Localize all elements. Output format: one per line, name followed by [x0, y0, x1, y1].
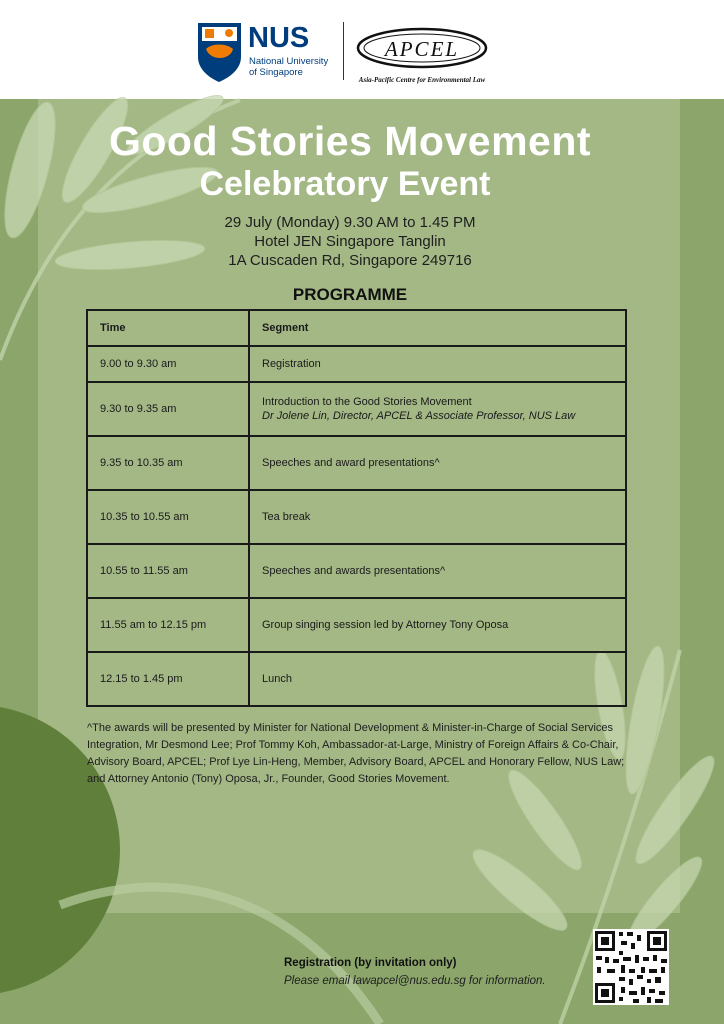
- registration-text: Please email lawapcel@nus.edu.sg for information.: [284, 975, 546, 987]
- apcel-subtitle: Asia-Pacific Centre for Environmental Law: [358, 76, 486, 84]
- table-row: [87, 598, 626, 652]
- nus-logo-text: NUS: [248, 22, 310, 54]
- row-segment: Registration: [249, 346, 626, 382]
- row-time: 10.35 to 10.55 am: [87, 490, 249, 544]
- programme-table: [86, 309, 627, 707]
- awards-footnote: ^The awards will be presented by Minister for National Development & Minister-in-Charge of Social Services Integration, Mr Desmond Lee; Prof Tommy Koh, Ambassador-at-Large, Ministry of Foreign Affairs & Co-Chair, Advisory Board, APCEL; Prof Lye Lin-Heng, Member, Advisory Board, APCEL and Honorary Fellow, NUS Law; and Attorney Antonio (Tony) Oposa, Jr., Founder, Good Stories Movement.: [87, 722, 625, 785]
- table-row: [87, 346, 626, 382]
- row-time: 9.35 to 10.35 am: [87, 436, 249, 490]
- row-time: 10.55 to 11.55 am: [87, 544, 249, 598]
- apcel-logo-text: APCEL: [384, 37, 460, 61]
- table-row: [87, 544, 626, 598]
- row-segment-cell: [249, 382, 626, 436]
- column-header-time: Time: [87, 310, 249, 346]
- event-subtitle: Celebratory Event: [199, 165, 491, 203]
- table-row: [87, 436, 626, 490]
- nus-subtitle-2: of Singapore: [249, 67, 303, 78]
- row-segment: Speeches and awards presentations^: [249, 544, 626, 598]
- event-address: 1A Cuscaden Rd, Singapore 249716: [228, 252, 472, 269]
- row-segment: Lunch: [249, 652, 626, 706]
- row-time: 11.55 am to 12.15 pm: [87, 598, 249, 652]
- table-header-row: [87, 310, 626, 346]
- nus-logo: [196, 21, 336, 88]
- logo-divider: [343, 22, 344, 80]
- row-segment: Tea break: [249, 490, 626, 544]
- apcel-logo: [354, 26, 494, 93]
- event-venue: Hotel JEN Singapore Tanglin: [254, 233, 446, 250]
- column-header-segment: Segment: [249, 310, 626, 346]
- row-segment: Speeches and award presentations^: [249, 436, 626, 490]
- table-row: [87, 652, 626, 706]
- registration-title: Registration (by invitation only): [284, 957, 457, 969]
- qr-code[interactable]: [593, 929, 669, 1005]
- event-date-time: 29 July (Monday) 9.30 AM to 1.45 PM: [224, 214, 476, 231]
- row-segment: Introduction to the Good Stories Movement: [262, 396, 472, 408]
- table-row: [87, 490, 626, 544]
- row-segment: Group singing session led by Attorney Tony Oposa: [249, 598, 626, 652]
- row-segment-speaker: Dr Jolene Lin, Director, APCEL & Associate Professor, NUS Law: [262, 410, 576, 422]
- row-time: 9.30 to 9.35 am: [87, 382, 249, 436]
- nus-subtitle-1: National University: [249, 56, 329, 67]
- table-row: [87, 382, 626, 436]
- row-time: 9.00 to 9.30 am: [87, 346, 249, 382]
- programme-heading: PROGRAMME: [292, 285, 408, 304]
- event-title: Good Stories Movement: [108, 118, 592, 164]
- row-time: 12.15 to 1.45 pm: [87, 652, 249, 706]
